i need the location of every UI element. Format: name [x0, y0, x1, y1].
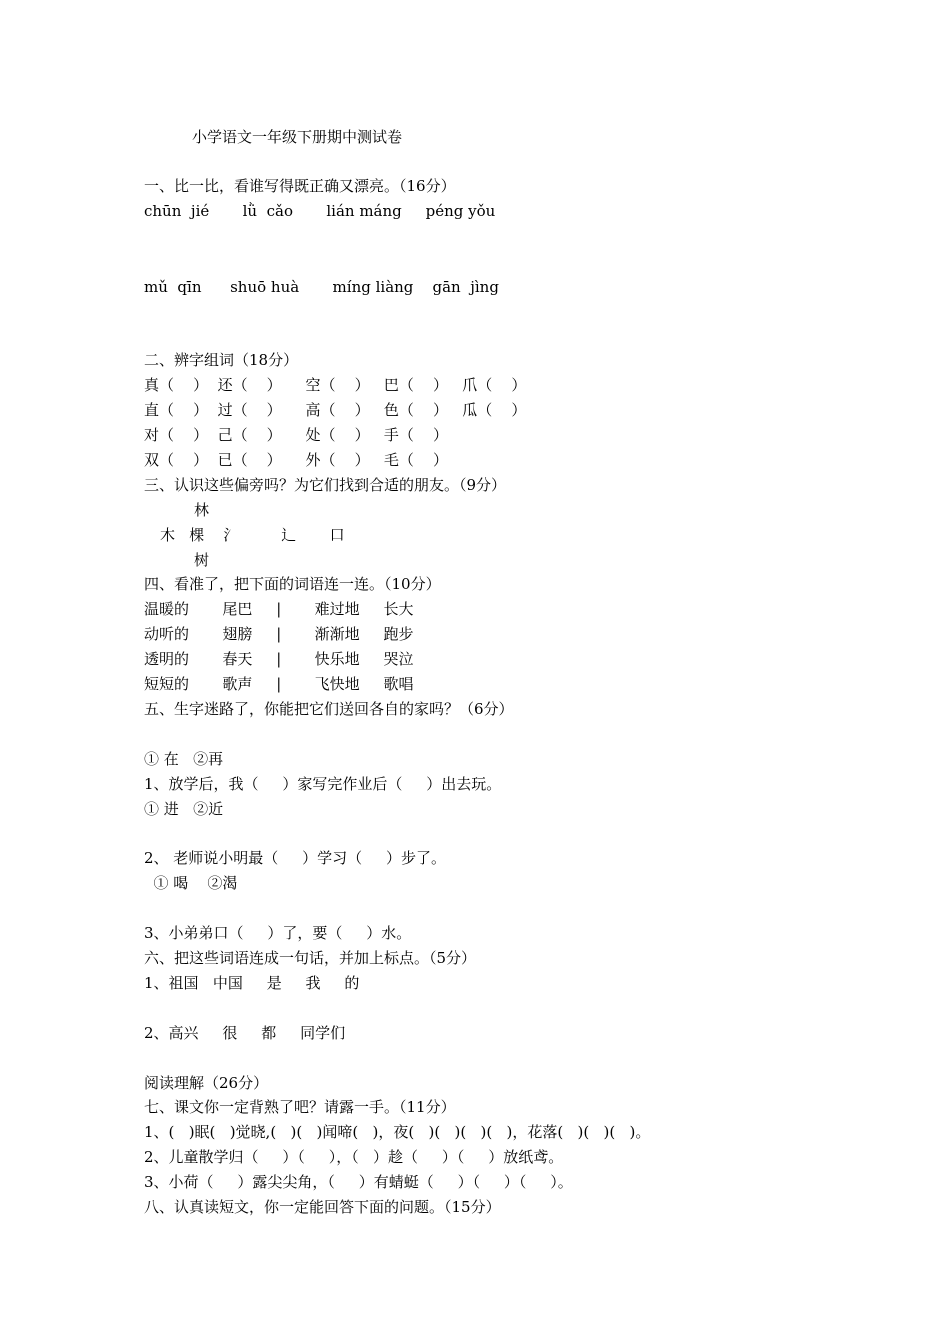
char-row-1: 真（ ） 还（ ） 空（ ） 巴（ ） 爪（ ） — [144, 376, 527, 394]
section-6-heading: 六、把这些词语连成一句话，并加上标点。（5分） — [144, 949, 477, 967]
question-6-2: 2、高兴 很 都 同学们 — [144, 1024, 346, 1042]
char-row-3: 对（ ） 己（ ） 处（ ） 手（ ） — [144, 426, 448, 444]
pinyin-row-2: mǔ qīn shuō huà míng liàng gān jìng — [144, 278, 499, 296]
section-1-heading: 一、比一比，看谁写得既正确又漂亮。（16分） — [144, 177, 456, 195]
match-row-1: 温暖的 尾巴 | 难过地 长大 — [144, 600, 414, 618]
radical-bottom: 树 — [194, 551, 210, 569]
char-row-4: 双（ ） 已（ ） 外（ ） 毛（ ） — [144, 451, 448, 469]
match-row-3: 透明的 春天 | 快乐地 哭泣 — [144, 650, 414, 668]
question-7-3: 3、小荷（ ）露尖尖角，（ ）有蜻蜓（ ）（ ）（ ）。 — [144, 1173, 573, 1191]
section-2-heading: 二、辨字组词（18分） — [144, 351, 299, 369]
question-5-1: 1、放学后，我（ ）家写完作业后（ ）出去玩。 — [144, 775, 502, 793]
page-title: 小学语文一年级下册期中测试卷 — [192, 128, 403, 146]
pinyin-row-1: chūn jié lǜ cǎo lián máng péng yǒu — [144, 202, 496, 220]
match-row-4: 短短的 歌声 | 飞快地 歌唱 — [144, 675, 414, 693]
reading-heading: 阅读理解（26分） — [144, 1074, 269, 1092]
section-4-heading: 四、看准了，把下面的词语连一连。（10分） — [144, 575, 441, 593]
question-7-1: 1、( )眠( )觉晓,( )( )闻啼( )，夜( )( )( )( )，花落( )( )( )。 — [144, 1123, 651, 1141]
radical-middle: 木 棵 氵 辶 口 — [160, 526, 345, 544]
question-7-2: 2、儿童散学归（ ）（ ），（ ）趁（ ）（ ）放纸鸢。 — [144, 1148, 564, 1166]
options-1: ① 在 ②再 — [144, 750, 224, 768]
options-2: ① 进 ②近 — [144, 800, 224, 818]
options-3: ① 喝 ②渴 — [144, 874, 238, 892]
match-row-2: 动听的 翅膀 | 渐渐地 跑步 — [144, 625, 414, 643]
section-8-heading: 八、认真读短文，你一定能回答下面的问题。（15分） — [144, 1198, 501, 1216]
question-6-1: 1、祖国 中国 是 我 的 — [144, 974, 360, 992]
question-5-2: 2、 老师说小明最（ ）学习（ ）步了。 — [144, 849, 446, 867]
section-7-heading: 七、课文你一定背熟了吧？请露一手。（11分） — [144, 1098, 456, 1116]
radical-top: 林 — [194, 501, 210, 519]
char-row-2: 直（ ） 过（ ） 高（ ） 色（ ） 瓜（ ） — [144, 401, 527, 419]
section-5-heading: 五、生字迷路了，你能把它们送回各自的家吗？（6分） — [144, 700, 514, 718]
question-5-3: 3、小弟弟口（ ）了，要（ ）水。 — [144, 924, 412, 942]
section-3-heading: 三、认识这些偏旁吗？为它们找到合适的朋友。（9分） — [144, 476, 507, 494]
